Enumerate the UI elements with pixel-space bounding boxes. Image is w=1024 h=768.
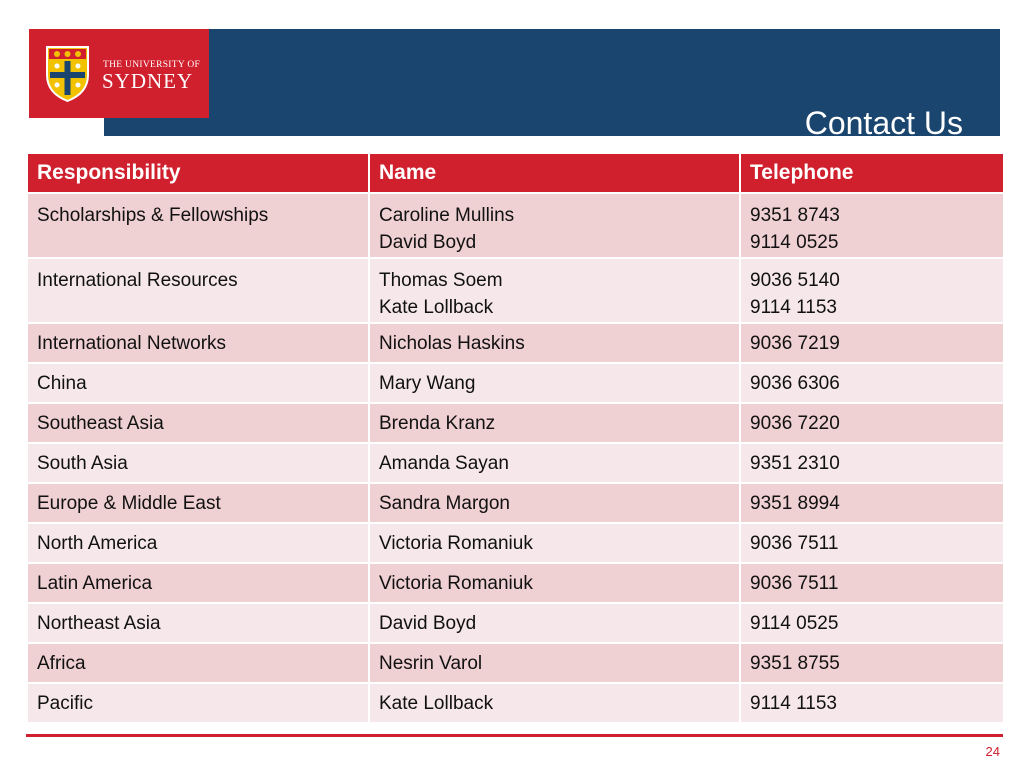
table-row xyxy=(27,443,1004,483)
name-cell: Brenda Kranz xyxy=(369,403,740,443)
table-row xyxy=(27,483,1004,523)
telephone-cell: 9114 0525 xyxy=(740,603,1004,643)
contact-name: Thomas Soem xyxy=(379,270,503,291)
page-number: 24 xyxy=(985,744,1000,759)
column-header-responsibility: Responsibility xyxy=(27,153,369,193)
page-title: Contact Us xyxy=(804,105,963,141)
contacts-table xyxy=(26,152,1005,724)
telephone-cell: 9351 8994 xyxy=(740,483,1004,523)
responsibility-cell: Northeast Asia xyxy=(27,603,369,643)
contact-phone: 9114 1153 xyxy=(750,297,837,318)
name-cell: Nesrin Varol xyxy=(369,643,740,683)
column-header-name: Name xyxy=(369,153,740,193)
telephone-cell: 9036 7511 xyxy=(740,563,1004,603)
contact-phone: 9351 8743 xyxy=(750,205,840,226)
name-cell xyxy=(369,193,740,258)
telephone-cell: 9351 2310 xyxy=(740,443,1004,483)
name-cell: Nicholas Haskins xyxy=(369,323,740,363)
university-name-large: SYDNEY xyxy=(102,69,194,93)
responsibility-cell: International Networks xyxy=(27,323,369,363)
name-cell: Mary Wang xyxy=(369,363,740,403)
university-name-small: THE UNIVERSITY OF xyxy=(103,60,201,70)
university-logo xyxy=(29,29,209,118)
column-header-telephone: Telephone xyxy=(740,153,1004,193)
name-cell: Amanda Sayan xyxy=(369,443,740,483)
responsibility-cell: China xyxy=(27,363,369,403)
contact-phone: 9036 5140 xyxy=(750,270,840,291)
contact-phone: 9114 0525 xyxy=(750,232,839,253)
name-cell: Sandra Margon xyxy=(369,483,740,523)
telephone-cell: 9036 6306 xyxy=(740,363,1004,403)
name-cell xyxy=(369,258,740,323)
table-row xyxy=(27,323,1004,363)
table-row xyxy=(27,258,1004,323)
name-cell: Victoria Romaniuk xyxy=(369,563,740,603)
telephone-cell: 9114 1153 xyxy=(740,683,1004,723)
table-row xyxy=(27,563,1004,603)
university-crest-icon xyxy=(45,45,90,103)
telephone-cell: 9036 7220 xyxy=(740,403,1004,443)
footer-divider xyxy=(26,734,1003,737)
table-row xyxy=(27,683,1004,723)
table-row xyxy=(27,643,1004,683)
table-header-row xyxy=(27,153,1004,193)
table-row xyxy=(27,363,1004,403)
responsibility-cell: Europe & Middle East xyxy=(27,483,369,523)
telephone-cell: 9036 7511 xyxy=(740,523,1004,563)
telephone-cell: 9351 8755 xyxy=(740,643,1004,683)
responsibility-cell: Pacific xyxy=(27,683,369,723)
telephone-cell: 9036 7219 xyxy=(740,323,1004,363)
contact-name: Caroline Mullins xyxy=(379,205,515,226)
table-row xyxy=(27,193,1004,258)
name-cell: David Boyd xyxy=(369,603,740,643)
telephone-cell xyxy=(740,258,1004,323)
responsibility-cell: North America xyxy=(27,523,369,563)
telephone-cell xyxy=(740,193,1004,258)
name-cell: Kate Lollback xyxy=(369,683,740,723)
contact-name: Kate Lollback xyxy=(379,297,494,318)
responsibility-cell: Africa xyxy=(27,643,369,683)
table-row xyxy=(27,523,1004,563)
responsibility-cell: International Resources xyxy=(27,258,369,323)
responsibility-cell: South Asia xyxy=(27,443,369,483)
table-row xyxy=(27,603,1004,643)
responsibility-cell: Southeast Asia xyxy=(27,403,369,443)
contact-name: David Boyd xyxy=(379,232,477,253)
table-row xyxy=(27,403,1004,443)
responsibility-cell: Latin America xyxy=(27,563,369,603)
name-cell: Victoria Romaniuk xyxy=(369,523,740,563)
responsibility-cell: Scholarships & Fellowships xyxy=(27,193,369,258)
header-bar xyxy=(104,29,1000,141)
